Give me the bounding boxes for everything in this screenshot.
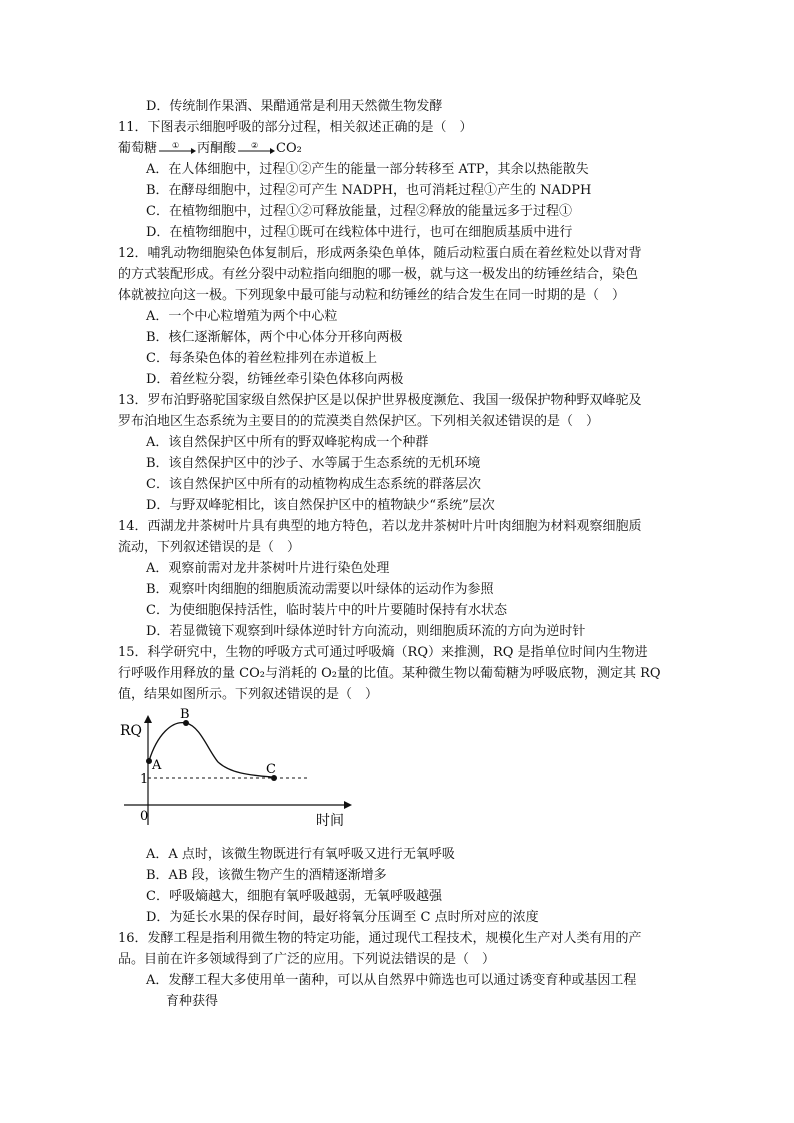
- respiration-pathway: [118, 139, 302, 159]
- option-line: A．观察前需对龙井茶树叶片进行染色处理: [146, 561, 390, 576]
- option-line: C．每条染色体的着丝粒排列在赤道板上: [146, 351, 377, 366]
- question-text-line: 体就被拉向这一极。下列现象中最可能与动粒和纺锤丝的结合发生在同一时期的是（ ）: [118, 288, 626, 303]
- option-line: A．该自然保护区中所有的野双峰驼构成一个种群: [146, 435, 429, 450]
- question-stem-line: 15．科学研究中，生物的呼吸方式可通过呼吸熵（RQ）来推测，RQ 是指单位时间内生物进: [118, 645, 648, 660]
- question-stem-line: 13．罗布泊野骆驼国家级自然保护区是以保护世界极度濒危、我国一级保护物种野双峰驼及: [118, 393, 642, 408]
- question-stem-line: 12．哺乳动物细胞染色体复制后，形成两条染色单体，随后动粒蛋白质在着丝粒处以背对背: [118, 246, 642, 261]
- question-text-line: 值，结果如图所示。下列叙述错误的是（ ）: [118, 687, 379, 702]
- option-line: D．与野双峰驼相比，该自然保护区中的植物缺少“系统”层次: [146, 498, 495, 513]
- option-line: D．若显微镜下观察到叶绿体逆时针方向流动，则细胞质环流的方向为逆时针: [146, 624, 586, 639]
- co2-label: CO₂: [276, 141, 302, 156]
- question-text-line: 品。目前在许多领域得到了广泛的应用。下列说法错误的是（ ）: [118, 952, 496, 967]
- step-2-label: ②: [251, 141, 259, 150]
- arrow-step-1: [157, 142, 197, 156]
- y-axis-arrowhead: [144, 715, 152, 723]
- question-text-line: 行呼吸作用释放的量 CO₂与消耗的 O₂量的比值。某种微生物以葡萄糖为呼吸底物，测定其 RQ: [118, 666, 661, 681]
- question-text-line: 罗布泊地区生态系统为主要目的的荒漠类自然保护区。下列相关叙述错误的是（ ）: [118, 414, 600, 429]
- rq-curve: [149, 723, 274, 778]
- question-stem-line: 11．下图表示细胞呼吸的部分过程，相关叙述正确的是（ ）: [118, 120, 473, 135]
- option-line: D．在植物细胞中，过程①既可在线粒体中进行，也可在细胞质基质中进行: [146, 225, 573, 240]
- option-line: A．A 点时，该微生物既进行有氧呼吸又进行无氧呼吸: [146, 847, 455, 862]
- option-line: D．为延长水果的保存时间，最好将氧分压调至 C 点时所对应的浓度: [146, 910, 539, 925]
- option-line: B．在酵母细胞中，过程②可产生 NADPH，也可消耗过程①产生的 NADPH: [146, 183, 592, 198]
- y-axis-label: RQ: [120, 723, 143, 739]
- option-line: C．在植物细胞中，过程①②可释放能量，过程②释放的能量远多于过程①: [146, 204, 572, 219]
- origin-label: 0: [140, 809, 149, 824]
- point-c-label: C: [266, 762, 276, 777]
- question-text-line: 流动，下列叙述错误的是（ ）: [118, 540, 301, 555]
- arrow-step-2: [236, 142, 276, 156]
- option-line: B．AB 段，该微生物产生的酒精逐渐增多: [146, 868, 387, 883]
- option-line: C．呼吸熵越大，细胞有氧呼吸越弱，无氧呼吸越强: [146, 889, 442, 904]
- pyruvate-label: 丙酮酸: [197, 141, 237, 156]
- rq-figure: [112, 705, 372, 835]
- question-stem-line: 16．发酵工程是指利用微生物的特定功能，通过现代工程技术，规模化生产对人类有用的产: [118, 931, 642, 946]
- option-line: D．着丝粒分裂，纺锤丝牵引染色体移向两极: [146, 372, 404, 387]
- option-line: D．传统制作果酒、果醋通常是利用天然微生物发酵: [146, 99, 443, 114]
- option-line: A．在人体细胞中，过程①②产生的能量一部分转移至 ATP，其余以热能散失: [146, 162, 589, 177]
- option-line: 育种获得: [166, 994, 219, 1009]
- question-stem-line: 14．西湖龙井茶树叶片具有典型的地方特色，若以龙井茶树叶片叶肉细胞为材料观察细胞质: [118, 519, 642, 534]
- option-line: B．核仁逐渐解体，两个中心体分开移向两极: [146, 330, 403, 345]
- option-line: C．该自然保护区中所有的动植物构成生态系统的群落层次: [146, 477, 481, 492]
- point-a-label: A: [152, 758, 162, 773]
- question-text-line: 的方式装配形成。有丝分裂中动粒指向细胞的哪一极，就与这一极发出的纺锤丝结合，染色: [118, 267, 639, 282]
- step-1-label: ①: [172, 141, 180, 150]
- point-b-label: B: [180, 707, 190, 722]
- option-line: B．该自然保护区中的沙子、水等属于生态系统的无机环境: [146, 456, 481, 471]
- x-axis-label: 时间: [316, 813, 344, 829]
- x-axis-arrowhead: [344, 801, 352, 809]
- rq-one-tick-label: 1: [140, 772, 149, 787]
- glucose-label: 葡萄糖: [118, 141, 158, 156]
- option-line: B．观察叶肉细胞的细胞质流动需要以叶绿体的运动作为参照: [146, 582, 494, 597]
- option-line: A．一个中心粒增殖为两个中心粒: [146, 309, 338, 324]
- option-line: A．发酵工程大多使用单一菌种，可以从自然界中筛选也可以通过诱变育种或基因工程: [146, 973, 637, 988]
- option-line: C．为使细胞保持活性，临时装片中的叶片要随时保持有水状态: [146, 603, 507, 618]
